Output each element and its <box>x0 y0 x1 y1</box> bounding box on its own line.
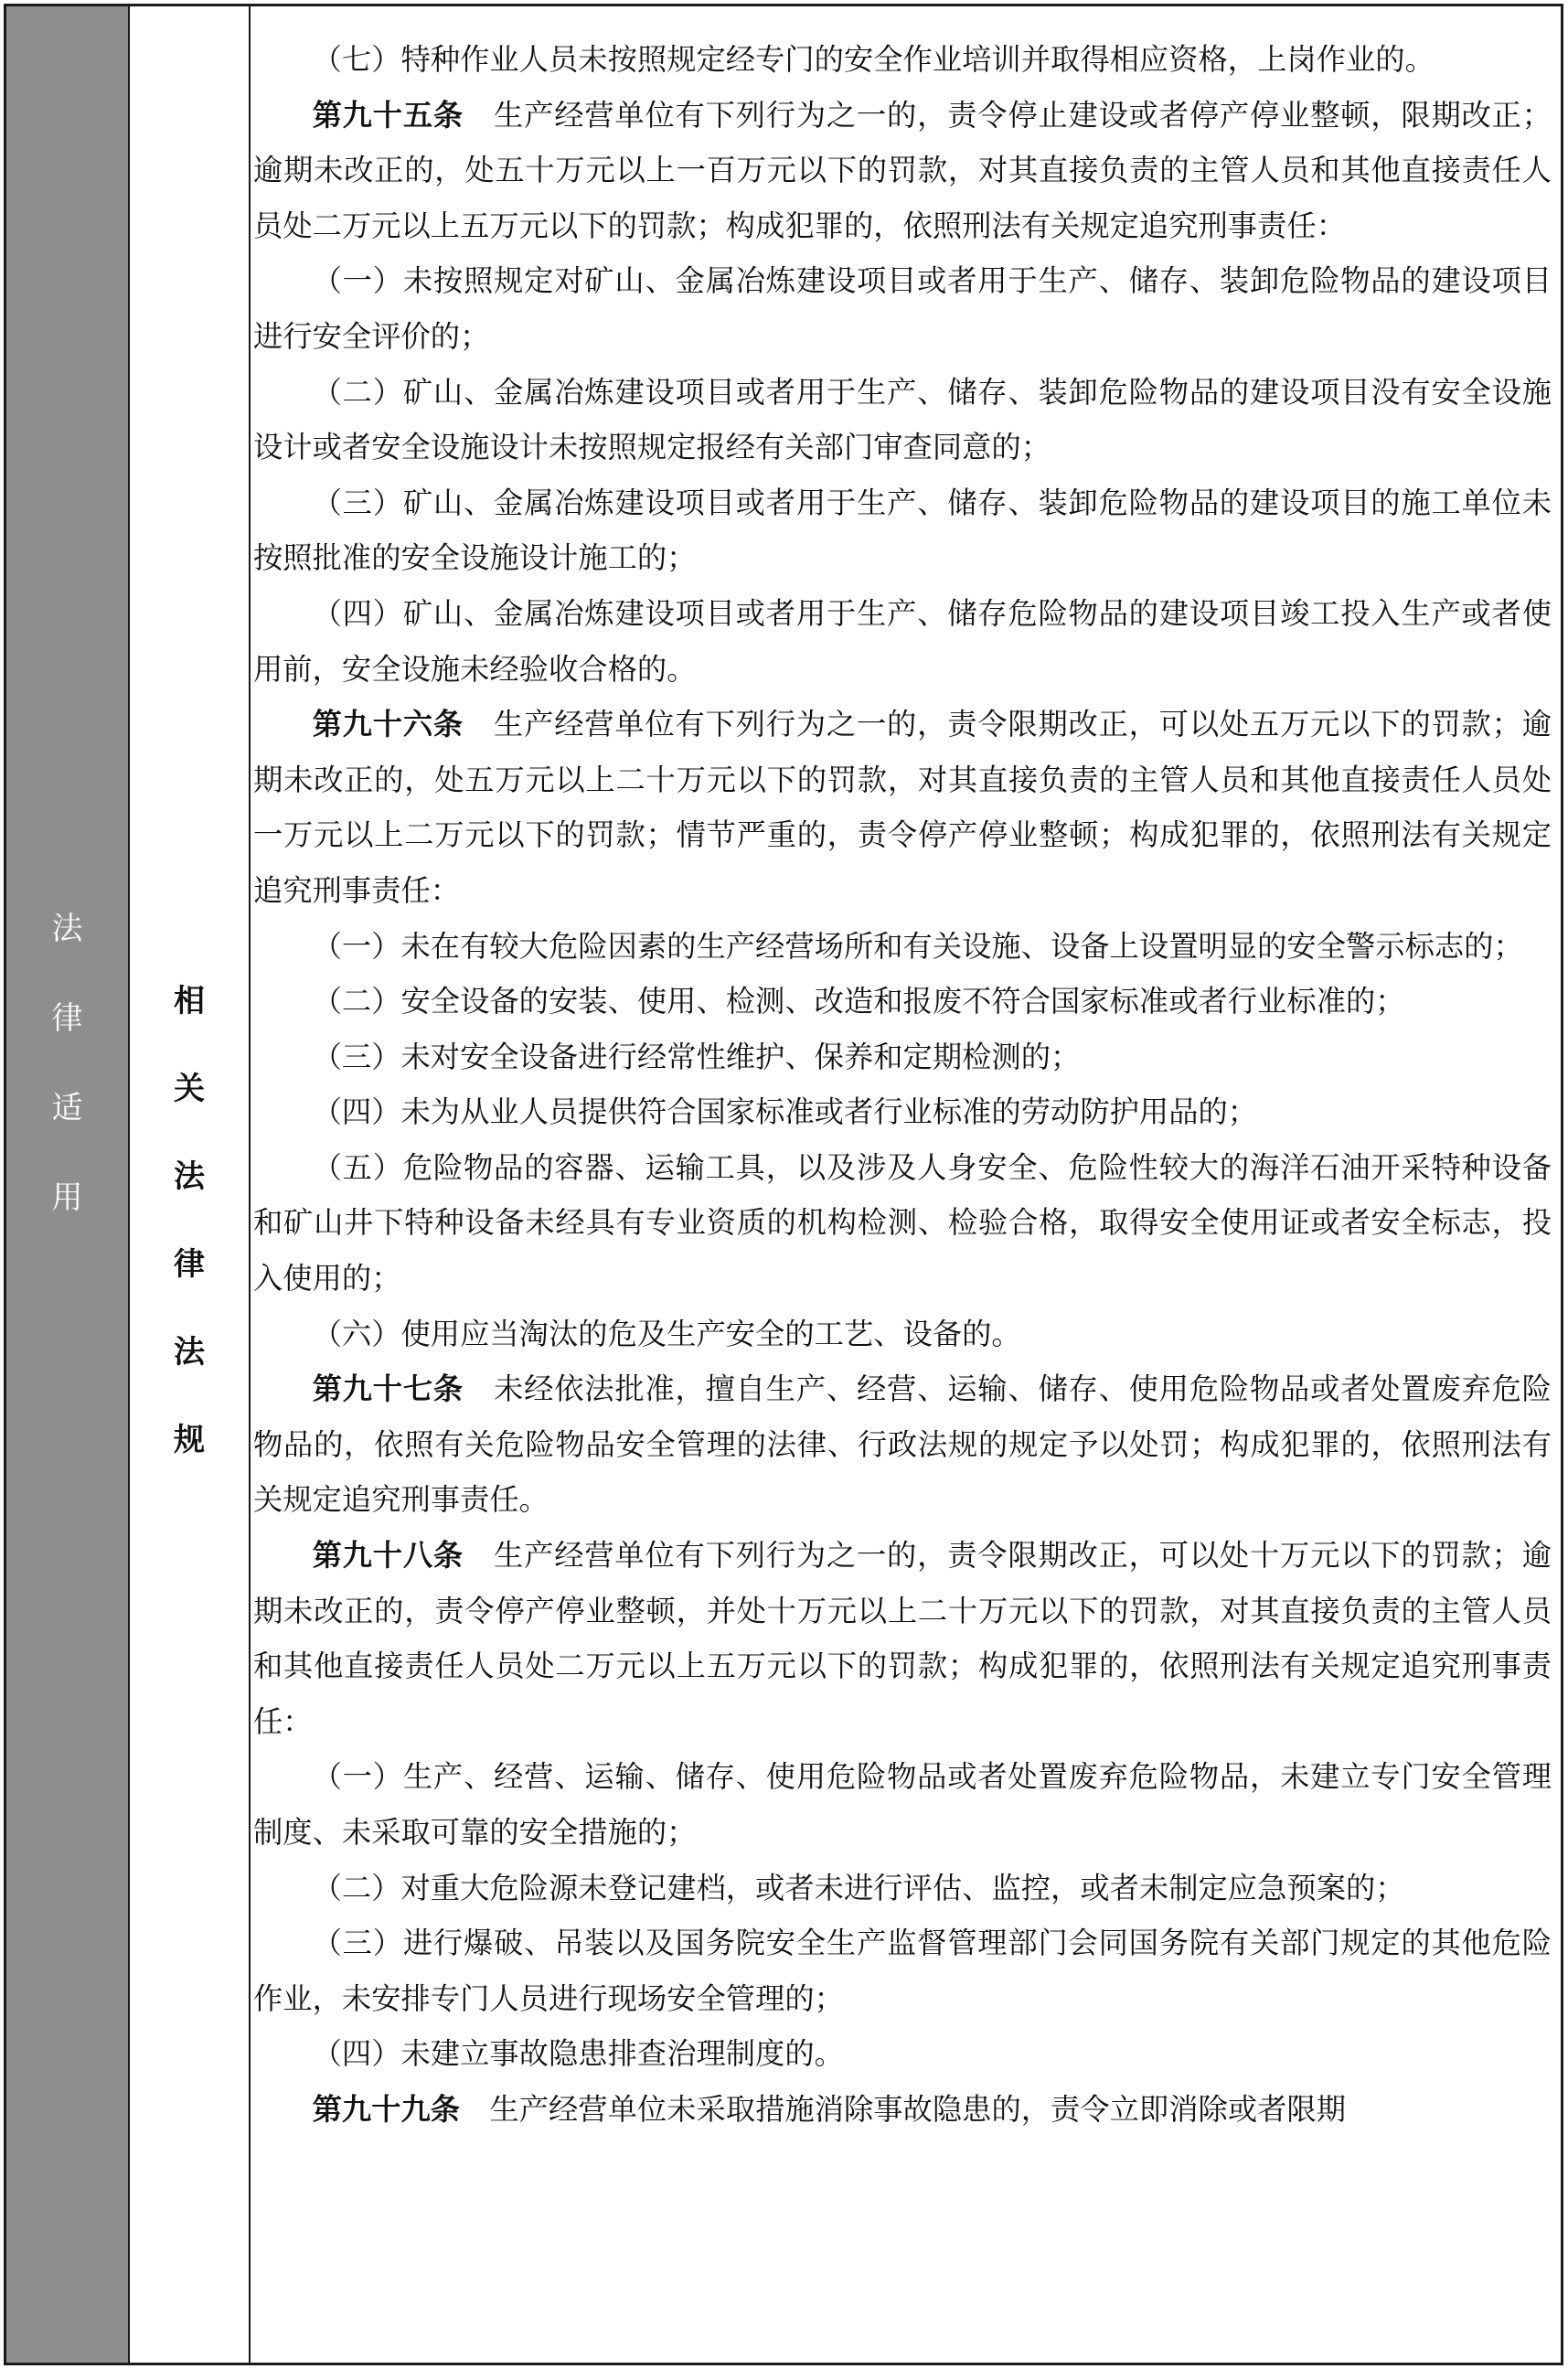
subcategory-label <box>130 957 249 1484</box>
paragraph: （三）未对安全设备进行经常性维护、保养和定期检测的； <box>312 1039 1081 1074</box>
subcategory-char: 法 <box>174 1158 205 1195</box>
paragraph: （二）安全设备的安装、使用、检测、改造和报废不符合国家标准或者行业标准的； <box>312 984 1405 1019</box>
paragraph: （一）未按照规定对矿山、金属冶炼建设项目或者用于生产、储存、装卸危险物品的建设项目进行安全评价的； <box>253 263 1552 354</box>
paragraph: （四）未为从业人员提供符合国家标准或者行业标准的劳动防护用品的； <box>312 1094 1258 1130</box>
paragraph: （二）矿山、金属冶炼建设项目或者用于生产、储存、装卸危险物品的建设项目没有安全设施设计或者安全设施设计未按照规定报经有关部门审查同意的； <box>253 374 1552 465</box>
paragraph: （三）进行爆破、吊装以及国务院安全生产监督管理部门会同国务院有关部门规定的其他危险作业，未安排专门人员进行现场安全管理的； <box>253 1926 1552 2016</box>
article-97: 第九十七条 未经依法批准，擅自生产、经营、运输、储存、使用危险物品或者处置废弃危险物品的，依照有关危险物品安全管理的法律、行政法规的规定予以处罚；构成犯罪的，依照刑法有关规定追究刑事责任。 <box>253 1371 1552 1518</box>
category-char: 律 <box>51 1000 83 1037</box>
law-text <box>253 32 1552 2138</box>
article-95: 第九十五条 生产经营单位有下列行为之一的，责令停止建设或者停产停业整顿，限期改正；逾期未改正的，处五十万元以上一百万元以下的罚款，对其直接负责的主管人员和其他直接责任人员处二万元以上五万元以下的罚款；构成犯罪的，依照刑法有关规定追究刑事责任： <box>253 97 1552 243</box>
category-label <box>6 884 128 1243</box>
category-column <box>6 6 130 2363</box>
paragraph: （四）未建立事故隐患排查治理制度的。 <box>312 2036 844 2072</box>
category-char: 适 <box>51 1090 83 1126</box>
paragraph: （一）未在有较大危险因素的生产经营场所和有关设施、设备上设置明显的安全警示标志的； <box>312 928 1523 964</box>
paragraph: （七）特种作业人员未按照规定经专门的安全作业培训并取得相应资格，上岗作业的。 <box>312 42 1435 77</box>
subcategory-char: 法 <box>174 1334 205 1371</box>
subcategory-column <box>130 6 251 2363</box>
article-heading: 第九十六条 <box>312 707 464 742</box>
table-frame <box>4 4 1563 2365</box>
paragraph: （六）使用应当淘汰的危及生产安全的工艺、设备的。 <box>312 1316 1021 1351</box>
article-99: 第九十九条 生产经营单位未采取措施消除事故隐患的，责令立即消除或者限期 <box>312 2091 1347 2127</box>
article-heading: 第九十九条 <box>312 2091 461 2127</box>
paragraph: （三）矿山、金属冶炼建设项目或者用于生产、储存、装卸危险物品的建设项目的施工单位未按照批准的安全设施设计施工的； <box>253 485 1552 576</box>
article-heading: 第九十八条 <box>312 1538 464 1574</box>
subcategory-char: 规 <box>174 1422 205 1458</box>
subcategory-char: 关 <box>174 1071 205 1107</box>
paragraph: （二）对重大危险源未登记建档，或者未进行评估、监控，或者未制定应急预案的； <box>312 1870 1405 1905</box>
paragraph: （五）危险物品的容器、运输工具，以及涉及人身安全、危险性较大的海洋石油开采特种设备和矿山井下特种设备未经具有专业资质的机构检测、检验合格，取得安全使用证或者安全标志，投入使用的； <box>253 1149 1552 1297</box>
article-heading: 第九十五条 <box>312 97 464 133</box>
paragraph: （一）生产、经营、运输、储存、使用危险物品或者处置废弃危险物品，未建立专门安全管理制度、未采取可靠的安全措施的； <box>253 1759 1552 1850</box>
category-char: 法 <box>51 911 83 947</box>
article-96: 第九十六条 生产经营单位有下列行为之一的，责令限期改正，可以处五万元以下的罚款；逾期未改正的，处五万元以上二十万元以下的罚款，对其直接负责的主管人员和其他直接责任人员处一万元以上二万元以下的罚款；情节严重的，责令停产停业整顿；构成犯罪的，依照刑法有关规定追究刑事责任： <box>253 707 1552 908</box>
subcategory-char: 相 <box>174 983 205 1019</box>
category-char: 用 <box>51 1179 83 1216</box>
paragraph: （四）矿山、金属冶炼建设项目或者用于生产、储存危险物品的建设项目竣工投入生产或者使用前，安全设施未经验收合格的。 <box>253 595 1552 687</box>
article-heading: 第九十七条 <box>312 1371 464 1407</box>
article-98: 第九十八条 生产经营单位有下列行为之一的，责令限期改正，可以处十万元以下的罚款；逾期未改正的，责令停产停业整顿，并处十万元以上二十万元以下的罚款，对其直接负责的主管人员和其他直接责任人员处二万元以上五万元以下的罚款；构成犯罪的，依照刑法有关规定追究刑事责任： <box>253 1538 1552 1739</box>
subcategory-char: 律 <box>174 1246 205 1283</box>
